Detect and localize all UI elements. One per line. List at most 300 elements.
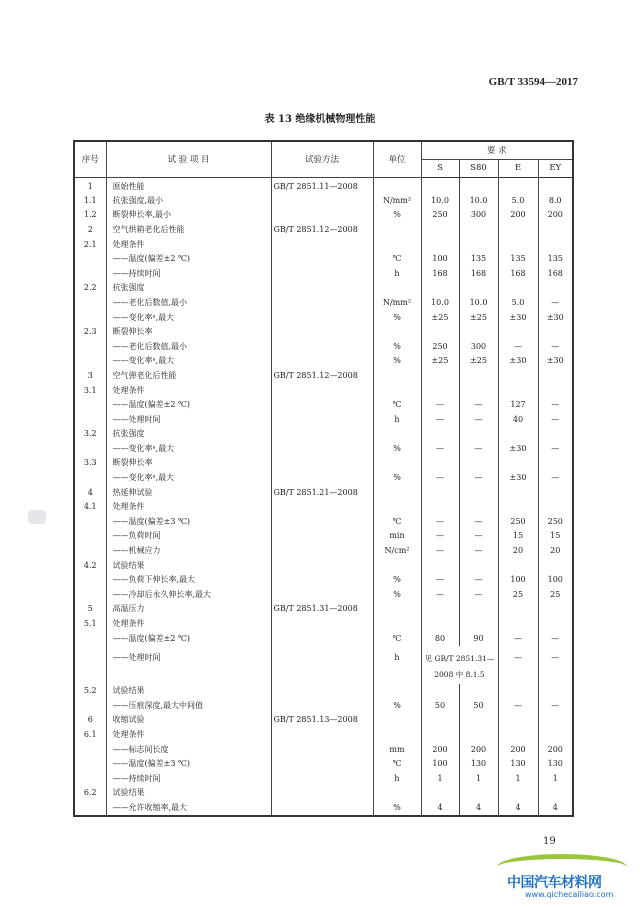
value-e [498,237,538,252]
test-method [271,281,373,296]
table-row [74,412,573,427]
test-method [271,383,373,398]
test-method [271,310,373,325]
unit [373,558,421,573]
side-tab-handle [28,510,46,524]
table-row [74,266,573,281]
test-method [271,544,373,559]
test-method [271,646,373,684]
value-e [498,602,538,617]
value-s80 [459,383,498,398]
table-row [74,177,573,194]
row-number [74,801,106,816]
value-s: 50 [421,699,459,714]
value-s: — [421,471,459,486]
value-s80: ±25 [459,310,498,325]
table-row [74,529,573,544]
unit [373,427,421,442]
value-ey: 200 [538,208,573,223]
test-method: GB/T 2851.11—2008 [271,177,373,194]
test-item: ——压痕深度,最大中间值 [106,699,271,714]
row-number [74,398,106,413]
value-e [498,684,538,699]
unit: min [373,529,421,544]
table-row [74,325,573,340]
value-s: 250 [421,208,459,223]
value-e [498,456,538,471]
row-number [74,354,106,369]
page-number: 19 [543,836,556,847]
unit: h [373,412,421,427]
value-s: — [421,515,459,530]
value-ey [538,281,573,296]
value-e: 5.0 [498,194,538,209]
value-ey: — [538,699,573,714]
value-e: ±30 [498,442,538,457]
unit: h [373,771,421,786]
unit [373,602,421,617]
value-s80 [459,281,498,296]
value-s80: — [459,573,498,588]
value-s80: 90 [459,631,498,646]
test-item: 断裂伸长率 [106,325,271,340]
value-ey: 4 [538,801,573,816]
test-method: GB/T 2851.12—2008 [271,369,373,384]
value-s [421,456,459,471]
value-e: 25 [498,588,538,603]
value-ey: — [538,631,573,646]
row-number [74,646,106,684]
value-s80 [459,728,498,743]
unit [373,177,421,194]
test-item: 处理条件 [106,383,271,398]
row-number [74,310,106,325]
test-item: 处理条件 [106,728,271,743]
test-item: ——变化率ᵃ,最大 [106,354,271,369]
value-s: 1 [421,771,459,786]
value-ey: — [538,646,573,684]
unit: % [373,354,421,369]
row-number: 4 [74,485,106,500]
value-ey: 15 [538,529,573,544]
value-ey [538,602,573,617]
value-s: 250 [421,339,459,354]
test-method [271,757,373,772]
unit: % [373,208,421,223]
value-e [498,427,538,442]
table-row [74,500,573,515]
value-e [498,713,538,728]
unit [373,281,421,296]
unit: % [373,442,421,457]
table-row [74,786,573,801]
row-number: 5.2 [74,684,106,699]
value-e [498,177,538,194]
value-ey [538,427,573,442]
table-row [74,515,573,530]
value-e: 250 [498,515,538,530]
value-ey: — [538,296,573,311]
test-method [271,500,373,515]
value-s80: 200 [459,742,498,757]
value-s80: 1 [459,771,498,786]
value-ey: 100 [538,573,573,588]
test-item: ——机械应力 [106,544,271,559]
value-ey: — [538,398,573,413]
value-s: ±25 [421,354,459,369]
value-s80: 300 [459,208,498,223]
value-s: 10.0 [421,194,459,209]
test-method [271,296,373,311]
value-e: 20 [498,544,538,559]
table-row [74,713,573,728]
value-s80 [459,500,498,515]
test-item: 试验结果 [106,786,271,801]
value-s80: — [459,471,498,486]
test-method [271,398,373,413]
value-ey: — [538,442,573,457]
value-ey [538,485,573,500]
value-ey [538,177,573,194]
test-method [271,617,373,632]
value-s80 [459,177,498,194]
value-s80: 168 [459,266,498,281]
test-item: 空气烘箱老化后性能 [106,223,271,238]
value-e [498,786,538,801]
row-number: 3.3 [74,456,106,471]
value-s80 [459,325,498,340]
row-number: 1.2 [74,208,106,223]
value-ey [538,383,573,398]
value-s [421,684,459,699]
value-s: 80 [421,631,459,646]
table-row [74,757,573,772]
row-number [74,515,106,530]
row-number [74,544,106,559]
test-method [271,252,373,267]
unit [373,369,421,384]
value-s [421,728,459,743]
value-ey: 200 [538,742,573,757]
row-number: 5 [74,602,106,617]
value-s [421,237,459,252]
table-row [74,281,573,296]
value-s [421,558,459,573]
header-e: E [498,159,538,177]
table-row [74,684,573,699]
row-number [74,573,106,588]
value-e: 5.0 [498,296,538,311]
row-number [74,252,106,267]
test-method [271,456,373,471]
value-s80: — [459,544,498,559]
unit: ℃ [373,515,421,530]
row-number [74,742,106,757]
value-s80: — [459,588,498,603]
value-s80: — [459,515,498,530]
unit [373,684,421,699]
value-ey: ±30 [538,354,573,369]
value-s [421,325,459,340]
value-s80 [459,558,498,573]
value-s80: 50 [459,699,498,714]
value-s [421,427,459,442]
test-item: 高温压力 [106,602,271,617]
unit: % [373,801,421,816]
value-s80: ±25 [459,354,498,369]
value-s80: — [459,529,498,544]
row-number [74,266,106,281]
value-e: 127 [498,398,538,413]
value-ey [538,713,573,728]
value-s [421,383,459,398]
unit [373,713,421,728]
table-row [74,442,573,457]
test-method [271,354,373,369]
unit: h [373,266,421,281]
row-number: 3 [74,369,106,384]
test-item: ——允许收缩率,最大 [106,801,271,816]
value-s80: 4 [459,801,498,816]
value-s80 [459,237,498,252]
value-ey: — [538,471,573,486]
unit [373,728,421,743]
test-method [271,728,373,743]
header-ey: EY [538,159,573,177]
value-s80 [459,617,498,632]
value-e [498,369,538,384]
test-item: ——负荷时间 [106,529,271,544]
value-s80: 135 [459,252,498,267]
value-e [498,383,538,398]
table-row [74,398,573,413]
test-item: 断裂伸长率,最小 [106,208,271,223]
value-e: 130 [498,757,538,772]
value-s-s80: 见 GB/T 2851.31—2008 中 8.1.5 [421,646,498,684]
value-e: ±30 [498,471,538,486]
value-s80: 10.0 [459,194,498,209]
value-ey [538,558,573,573]
unit: mm [373,742,421,757]
value-s80 [459,427,498,442]
value-s: — [421,529,459,544]
test-method [271,558,373,573]
test-method [271,237,373,252]
test-method [271,786,373,801]
value-s [421,223,459,238]
value-s [421,500,459,515]
value-s: ±25 [421,310,459,325]
table-row [74,252,573,267]
unit: % [373,699,421,714]
watermark-logo [487,852,637,904]
unit: N/cm² [373,544,421,559]
value-s80: 10.0 [459,296,498,311]
unit [373,325,421,340]
test-method [271,442,373,457]
value-e: 1 [498,771,538,786]
value-s80 [459,485,498,500]
header-s: S [421,159,459,177]
standard-number: GB/T 33594—2017 [488,76,578,88]
value-s80: — [459,412,498,427]
value-e: 15 [498,529,538,544]
value-e [498,485,538,500]
value-e: 200 [498,742,538,757]
value-ey: ±30 [538,310,573,325]
unit [373,456,421,471]
table-row [74,699,573,714]
table-row [74,369,573,384]
header-unit: 单位 [373,141,421,177]
test-item: 试验结果 [106,684,271,699]
unit [373,500,421,515]
test-method [271,631,373,646]
properties-table [73,140,574,817]
test-item: ——负荷下伸长率,最大 [106,573,271,588]
table-row [74,617,573,632]
row-number: 4.1 [74,500,106,515]
value-s: 100 [421,757,459,772]
value-ey: 130 [538,757,573,772]
unit: ℃ [373,398,421,413]
table-row [74,771,573,786]
value-e: — [498,631,538,646]
unit: % [373,471,421,486]
value-ey [538,223,573,238]
header-requirements: 要 求 [421,141,573,159]
value-ey [538,237,573,252]
row-number [74,339,106,354]
value-e: ±30 [498,354,538,369]
test-method: GB/T 2851.31—2008 [271,602,373,617]
test-item: ——温度(偏差±2 ℃) [106,252,271,267]
value-ey [538,684,573,699]
value-e: 168 [498,266,538,281]
row-number: 3.2 [74,427,106,442]
row-number: 2.3 [74,325,106,340]
header-no: 序号 [74,141,106,177]
value-s [421,281,459,296]
value-s80: — [459,398,498,413]
value-e: 200 [498,208,538,223]
test-item: 抗张强度 [106,281,271,296]
row-number: 1 [74,177,106,194]
table-row [74,471,573,486]
table-row [74,588,573,603]
row-number [74,588,106,603]
test-item: 断裂伸长率 [106,456,271,471]
table-row [74,427,573,442]
value-e: 100 [498,573,538,588]
test-method [271,573,373,588]
table-row [74,354,573,369]
value-s: — [421,588,459,603]
test-item: 热延伸试验 [106,485,271,500]
test-item: ——老化后数值,最小 [106,339,271,354]
row-number: 4.2 [74,558,106,573]
value-e: ±30 [498,310,538,325]
value-ey: 25 [538,588,573,603]
test-item: 处理条件 [106,500,271,515]
value-ey: 20 [538,544,573,559]
value-s80: — [459,442,498,457]
value-s [421,485,459,500]
unit: % [373,573,421,588]
test-method [271,208,373,223]
value-s: 200 [421,742,459,757]
row-number: 6 [74,713,106,728]
row-number [74,631,106,646]
unit [373,223,421,238]
value-s80 [459,713,498,728]
value-ey [538,456,573,471]
test-item: ——持续时间 [106,771,271,786]
value-s80 [459,456,498,471]
row-number: 1.1 [74,194,106,209]
table-row [74,223,573,238]
value-ey [538,325,573,340]
header-s80: S80 [459,159,498,177]
table-row [74,383,573,398]
value-s: 10.0 [421,296,459,311]
value-e: — [498,699,538,714]
test-method: GB/T 2851.12—2008 [271,223,373,238]
unit: N/mm² [373,296,421,311]
test-method [271,801,373,816]
test-item: 原始性能 [106,177,271,194]
unit: N/mm² [373,194,421,209]
test-method [271,339,373,354]
test-method [271,699,373,714]
watermark-url: www.qichecailiao.com [525,890,614,899]
test-method [271,194,373,209]
row-number [74,442,106,457]
value-s: 100 [421,252,459,267]
value-s80 [459,786,498,801]
table-row [74,456,573,471]
table-row [74,801,573,816]
value-s [421,617,459,632]
unit: ℃ [373,252,421,267]
value-s [421,786,459,801]
value-s80: 130 [459,757,498,772]
test-item: ——老化后数值,最小 [106,296,271,311]
test-method [271,471,373,486]
test-method [271,771,373,786]
test-item: ——变化率ᵃ,最大 [106,310,271,325]
row-number [74,529,106,544]
value-s: — [421,573,459,588]
value-e [498,558,538,573]
row-number: 5.1 [74,617,106,632]
table-row [74,602,573,617]
value-ey: 1 [538,771,573,786]
header-item: 试 验 项 目 [106,141,271,177]
value-e [498,728,538,743]
table-row [74,485,573,500]
value-e [498,325,538,340]
row-number [74,412,106,427]
test-method [271,266,373,281]
value-e [498,223,538,238]
value-s [421,177,459,194]
test-method [271,742,373,757]
value-ey: — [538,412,573,427]
test-item: 处理条件 [106,617,271,632]
table-row [74,742,573,757]
table-row [74,339,573,354]
